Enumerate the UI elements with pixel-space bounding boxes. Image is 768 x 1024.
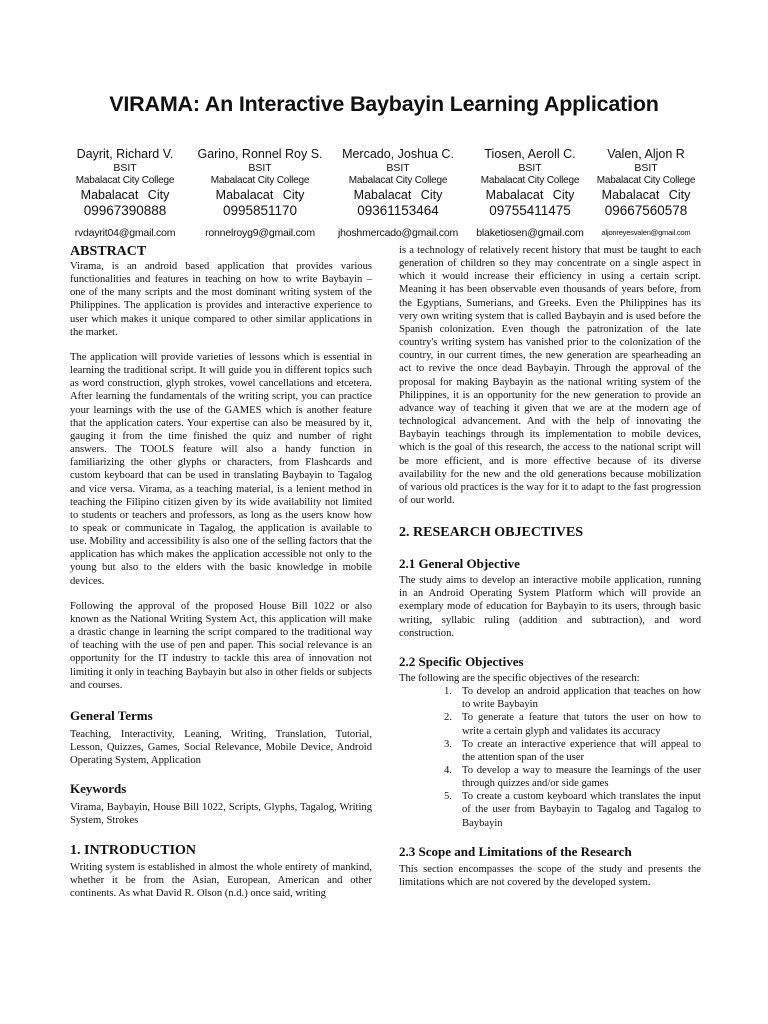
general-terms-text: Teaching, Interactivity, Leaning, Writing, Translation, Tutorial, Lesson, Quizzes, Games, Social Relevance, Mobile Device, Android Operating System, Application: [70, 728, 372, 767]
introduction-paragraph: Writing system is established in almost the whole entirety of mankind, whether it be from the Asian, European, American and other continents. As what David R. Olson (n.d.) once said, writing: [70, 861, 372, 899]
author-block: [0, 146, 768, 239]
author-email[interactable]: jhoshmercado@gmail.com: [337, 227, 459, 239]
author-degree: BSIT: [386, 162, 410, 174]
author-degree: BSIT: [634, 162, 658, 174]
list-item: 4. To develop a way to measure the learnings of the user through quizzes and/or side games: [444, 765, 701, 790]
specific-objectives-heading: 2.2 Specific Objectives: [399, 653, 524, 669]
author-city: Mabalacat City: [80, 188, 170, 202]
author-name: Valen, Aljon R: [607, 147, 685, 161]
author-degree: BSIT: [113, 162, 137, 174]
specific-objectives-intro: The following are the specific objectives of the research:: [399, 672, 640, 684]
abstract-paragraph-3: Following the approval of the proposed House Bill 1022 or also known as the National Writing System Act, this application will make a drastic change in learning the script compared to the traditional way of teaching with the use of pen and paper. This social relevance is an opportunity for the IT industry to tackle this area of innovation not limiting it only in teaching Baybayin but also in other fields or subjects and courses.: [70, 600, 372, 691]
author-phone: 09967390888: [83, 203, 167, 218]
author-city: Mabalacat City: [353, 188, 443, 202]
author-degree: BSIT: [248, 162, 272, 174]
author-college: Mabalacat City College: [480, 175, 580, 186]
author-name: Mercado, Joshua C.: [342, 147, 454, 161]
author-2: [185, 146, 335, 241]
abstract-paragraph-1: Virama, is an android based application that provides various functionalities and features in teaching on how to write Baybayin – one of the many scripts and the most dominant writing system of the Philippines. The application is provides and interactive experience to user which makes it unique compared to other similar applications in the market.: [70, 261, 372, 338]
introduction-heading: 1. INTRODUCTION: [70, 842, 197, 858]
keywords-heading: Keywords: [70, 781, 127, 797]
keywords-text: Virama, Baybayin, House Bill 1022, Scripts, Glyphs, Tagalog, Writing System, Strokes: [70, 802, 372, 827]
abstract-heading: ABSTRACT: [70, 244, 147, 259]
author-college: Mabalacat City College: [75, 175, 175, 186]
scope-heading: 2.3 Scope and Limitations of the Research: [399, 843, 632, 859]
scope-text: This section encompasses the scope of the study and presents the limitations which are not covered by the developed system.: [399, 863, 701, 888]
author-phone: 09667560578: [604, 203, 688, 218]
author-city: Mabalacat City: [601, 188, 691, 202]
general-objective-heading: 2.1 General Objective: [399, 556, 520, 572]
author-phone: 09755411475: [489, 203, 571, 218]
author-degree: BSIT: [518, 162, 542, 174]
list-item: 2. To generate a feature that tutors the user on how to write a certain glyph and validates its accuracy: [444, 712, 701, 737]
author-city: Mabalacat City: [485, 188, 575, 202]
general-terms-heading: General Terms: [70, 707, 153, 723]
author-phone: 0995851170: [222, 203, 298, 218]
abstract-paragraph-2: The application will provide varieties of lessons which is essential in learning the traditional script. It will guide you in different topics such as word construction, glyph strokes, vowel cancellations and etcetera. After learning the fundamentals of the writing script, you can practice your learnings with the use of the GAMES which is another feature that the application caters. Your expertise can also be measured by it, gauging it from the time finished the quiz and number of right answers. The TOOLS feature will also a handy function in familiarizing the other glyphs or characters, from Flashcards and custom keyboard that can be used in translating Baybayin to Tagalog and vice versa. Virama, as a teaching material, is a lenient method in teaching the Filipino citizen given by its wide availability not limited to students or teachers and professors, as long as the users know how to speak or communicate in Tagalog, the application is available to use. Mobility and accessibility is also one of the selling factors that the application has which makes the application accessible not only to the young but also to the elders with the basic knowledge in mobile devices.: [70, 351, 372, 587]
author-email[interactable]: ronnelroyg9@gmail.com: [205, 227, 315, 239]
author-3: [323, 146, 473, 241]
research-objectives-heading: 2. RESEARCH OBJECTIVES: [399, 525, 583, 541]
list-item: 1. To develop an android application that teaches on how to write Baybayin: [444, 686, 701, 711]
introduction-continued: is a technology of relatively recent history that must be taught to each generation of children so they may concentrate on a single aspect in which it would increase their efficiency in using a certain script. Meaning it has been observable even thousands of years before, from the Egyptians, Sumerians, and Greeks. Even the Philippines has its very own writing system that is called Baybayin and is used before the Spanish colonization. Even though the patronization of the late country's writing system has vanished prior to the colonization of the country, in our current times, the new generation are spearheading an act to revive the once dead Baybayin. Through the approval of the proposal for making Baybayin as the national writing system of the Philippines, it is an opportunity for the new generation to provide an advance way of teaching it given that we are at the modern age of technological advancement. And with the help of innovating the Baybayin teachings through its implementation to mobile devices, which is the goal of this research, the access to the national script will be more efficient, and is more effective because of its diverse availability for the new and the old generations because mobilization of various old practices is the way for it to adapt to the fast progression of our world.: [399, 245, 701, 506]
list-item: 3. To create an interactive experience that will appeal to the attention span of the user: [444, 738, 701, 763]
author-city: Mabalacat City: [215, 188, 305, 202]
paper-title: VIRAMA: An Interactive Baybayin Learning Application: [109, 92, 659, 116]
list-item: 5. To create a custom keyboard which translates the input of the user from Baybayin to Tagalog and Tagalog to Baybayin: [444, 791, 701, 829]
specific-objectives-list: [399, 685, 701, 830]
author-email[interactable]: rvdayrit04@gmail.com: [74, 227, 176, 239]
general-objective-text: The study aims to develop an interactive mobile application, running in an Android Operating System Platform which will provide an exemplary mode of education for Baybayin to its users, through basic writing, syllabic ruling (addition and subtraction), and word construction.: [399, 575, 701, 639]
left-column: [70, 244, 372, 900]
author-1: [50, 146, 200, 241]
author-college: Mabalacat City College: [210, 175, 310, 186]
author-college: Mabalacat City College: [348, 175, 448, 186]
right-column: [399, 244, 701, 889]
author-name: Tiosen, Aeroll C.: [484, 147, 576, 161]
author-email[interactable]: blaketiosen@gmail.com: [476, 227, 584, 239]
author-name: Garino, Ronnel Roy S.: [197, 147, 323, 161]
author-5: [571, 146, 721, 241]
author-phone: 09361153464: [357, 203, 439, 218]
author-email[interactable]: aljonreyesvalen@gmail.com: [601, 228, 691, 237]
author-name: Dayrit, Richard V.: [76, 147, 174, 161]
author-college: Mabalacat City College: [596, 175, 696, 186]
